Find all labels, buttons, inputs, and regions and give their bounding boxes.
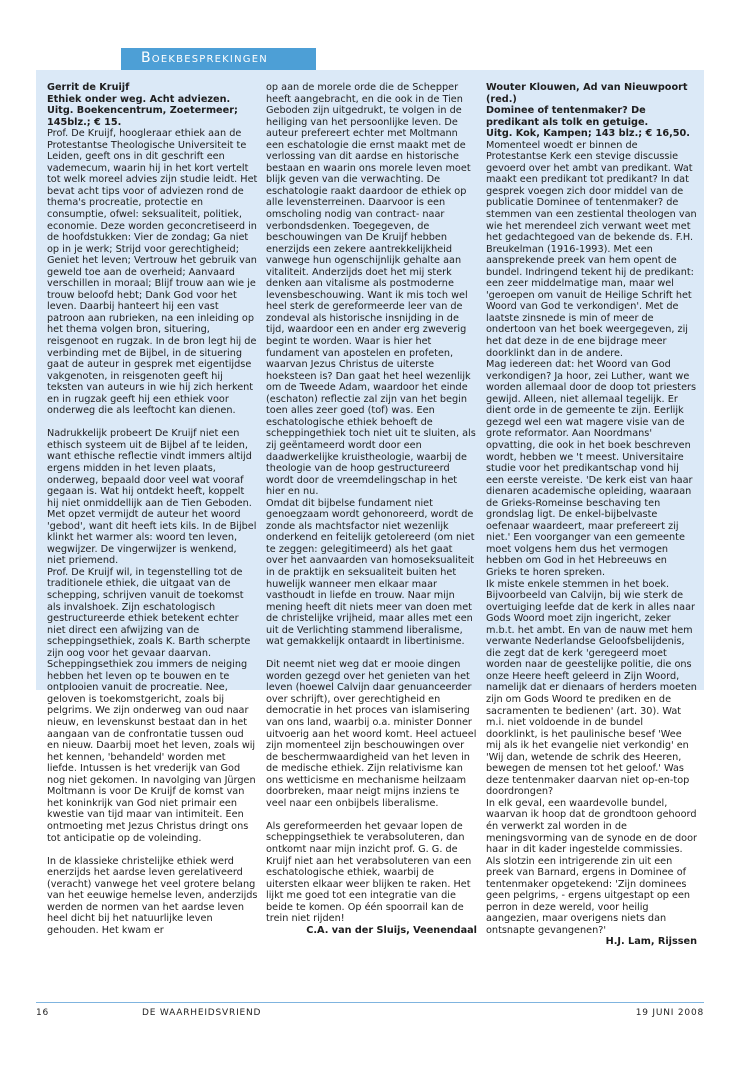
page-number: 16 — [36, 1008, 50, 1018]
column-2 — [266, 82, 477, 936]
paragraph: Als gereformeerden het gevaar lopen de scheppingsethiek te verabsoluteren, dan ontkomt naar mijn inzicht prof. G. G. de Kruijf niet aan het verabsoluteren van een eschatologische ethiek, waarbij de uitersten elkaar weer blijken te raken. Het lijkt me goed tot een integratie van die beide te komen. Op één spoorrail kan de trein niet rijden! — [266, 820, 472, 925]
paragraph: Als slotzin een intrigerende zin uit een preek van Barnard, ergens in Dominee of tentenmaker opgetekend: 'Zijn dominees geen pelgrims, - ergens uitgestapt op een perron in deze wereld, voor heilig aangezien, maar overigens niets dan ontsnapte gevangenen?' — [486, 855, 691, 936]
column-1 — [47, 82, 258, 936]
issue-date: 19 JUNI 2008 — [635, 1008, 704, 1018]
paragraph: Prof. De Kruijf wil, in tegenstelling tot de traditionele ethiek, die uitgaat van de schepping, schrijven vanuit de toekomst als invalshoek. Zijn eschatologisch gestructureerde ethiek betekent echter niet direct een afwijzing van de scheppingsethiek, zoals K. Barth scherpte zijn oog voor het gevaar daarvan. Scheppingsethiek zou immers de neiging hebben het leven op te bouwen en te ontplooien vanuit de procreatie. Nee, geloven is toekomstgericht, zoals bij pelgrims. We zijn onderweg van oud naar nieuw, en levenskunst bestaat dan in het aangaan van de confrontatie tussen oud en nieuw. Daarbij moet het leven, zoals wij het kennen, 'behandeld' worden met liefde. Intussen is het vrederijk van God nog niet gekomen. In navolging van Jürgen Moltmann is voor De Kruijf de komst van het koninkrijk van God niet primair een kwestie van tijd maar van intimiteit. Een ontmoeting met Jezus Christus dringt ons tot anticipatie op de voleinding. — [47, 566, 256, 844]
paragraph: Omdat dit bijbelse fundament niet genoegzaam wordt gehonoreerd, wordt de zonde als machtsfactor niet wezenlijk onderkend en feitelijk getolereerd (om niet te zeggen: gelegitimeerd) als het gaat over het aanvaarden van homoseksualiteit in de praktijk en seksualiteit buiten het huwelijk wanneer men elkaar maar vasthoudt in liefde en trouw. Naar mijn mening heeft dit niets meer van doen met de christelijke vrijheid, maar alles met een uit de Verlichting stammend liberalisme, wat gemakkelijk ontaardt in libertinisme. — [266, 497, 475, 648]
paragraph: op aan de morele orde die de Schepper heeft aangebracht, en die ook in de Tien Geboden zijn uitgedrukt, te volgen in de heiliging van het persoonlijke leven. De auteur prefereert echter met Moltmann een eschatologie die ernst maakt met de verlossing van dit aardse en historische bestaan en waarin ons morele leven moet blijk geven van die verwachting. De eschatologie raakt daardoor de ethiek op alle levensterreinen. Daarvoor is een omscholing nodig van contract- naar verbondsdenken. Toegegeven, de beschouwingen van De Kruijf hebben enerzijds een zekere aantrekkelijkheid vanwege hun ogenschijnlijk gehalte aan vitaliteit. Anderzijds doet het mij sterk denken aan vitalisme als postmoderne levensbeschouwing. Want ik mis toch wel heel sterk de gereformeerde leer van de zondeval als historische insnijding in de tijd, waardoor een en ander erg zweverig begint te worden. Waar is hier het fundament van apostelen en profeten, waarvan Jezus Christus de uiterste hoeksteen is? Dan gaat het heel wezenlijk om de Tweede Adam, waardoor het einde (eschaton) reflectie zal zijn van het begin toen alles zeer goed (tof) was. Een eschatologische ethiek behoeft de scheppingethiek toch niet uit te sluiten, als zij geëntameerd wordt door een daadwerkelijke kruistheologie, waarbij de theologie van de hoop gestructureerd wordt door de vreemdelingschap in het hier en nu. — [266, 82, 476, 498]
magazine-name: DE WAARHEIDSVRIEND — [142, 1008, 262, 1018]
paragraph: Momenteel woedt er binnen de Protestantse Kerk een stevige discussie gevoerd over het ambt van predikant. Wat maakt een predikant tot predikant? In dat gesprek voegen zich door middel van de publicatie Dominee of tentenmaker? de stemmen van een zestiental theologen van wie het merendeel zich verwant weet met het gedachtegoed van de bekende ds. F.H. Breukelman (1916-1993). Met een aansprekende preek van hem opent de bundel. Indringend tekent hij de predikant: een zeer middelmatige man, maar wel 'geroepen om vanuit de Heilige Schrift het Woord van God te verkondigen'. Met de laatste zinsnede is min of meer de ondertoon van het boek weergegeven, zij het dat deze in de ene bijdrage meer doorklinkt dan in de andere. — [486, 139, 697, 359]
footer-divider — [36, 1002, 704, 1003]
paragraph: In elk geval, een waardevolle bundel, waarvan ik hoop dat de grondtoon gehoord én verwerkt zal worden in de meningsvorming van de synode en de door haar in dit kader ingestelde commissies. — [486, 797, 698, 856]
review-publisher: Uitg. Boekencentrum, Zoetermeer; 145blz.; € 15. — [47, 105, 238, 128]
paragraph: Mag iedereen dat: het Woord van God verkondigen? Ja hoor, zei Luther, want we worden allemaal door de doop tot priesters gewijd. Alleen, niet allemaal tegelijk. Er dient orde in de gemeente te zijn. Eerlijk gezegd wel een wat magere visie van de grote reformator. Aan Noordmans' opvatting, die ook in het boek beschreven wordt, hebben we 't meest. Universitaire studie voor het predikantschap vond hij een eerste vereiste. 'De kerk eist van haar dienaren academische opleiding, waaraan de Grieks-Romeinse beschaving ten grondslag ligt. De enkel-bijbelvaste oefenaar waardeert, maar prefereert zij niet.' Een voorganger van een gemeente moet volgens hem dus het vermogen hebben om God in het Hebreeuws en Grieks te horen spreken. — [486, 359, 697, 578]
review-publisher: Uitg. Kok, Kampen; 143 blz.; € 16,50. — [486, 128, 690, 140]
paragraph: Prof. De Kruijf, hoogleraar ethiek aan de Protestantse Theologische Universiteit te Leiden, geeft ons in dit geschrift een vademecum, waarin hij in het kort vertelt tot welk moreel advies zijn studie leidt. Het bevat acht tips voor of adviezen rond de thema's procreatie, protectie en consumptie, ofwel: seksualiteit, politiek, economie. Deze worden geconcretiseerd in de hoofdstukken: Vier de zondag; Ga niet op in je werk; Strijd voor gerechtigheid; Geniet het leven; Vertrouw het gebruik van geweld toe aan de overheid; Aanvaard verschillen in moraal; Blijf trouw aan wie je trouw beloofd hebt; Dank God voor het leven. Daarbij hanteert hij een vast patroon aan rubrieken, na een inleiding op het thema volgen bron, situering, reisgenoot en rugzak. In de bron legt hij de verbinding met de Bijbel, in de situering gaat de auteur in gesprek met eigentijdse vakgenoten, in reisgenoten geeft hij teksten van auteurs in wie hij zich herkent en in rugzak geeft hij een ethiek voor onderweg die als leeftocht kan dienen. — [47, 128, 258, 417]
section-title: Boekbesprekingen — [141, 50, 268, 66]
paragraph: Dit neemt niet weg dat er mooie dingen worden gezegd over het genieten van het leven (hoewel Calvijn daar genuanceerder over schrijft), over gerechtigheid en democratie in het proces van islamisering van ons land, waarbij o.a. minister Donner uitvoerig aan het woord komt. Heel actueel zijn momenteel zijn beschouwingen over de beschermwaardigheid van het leven in de medische ethiek. Zijn relativisme kan ons wetticisme en mechanisme heilzaam doorbreken, maar neigt mijns inziens te veel naar een onbijbels liberalisme. — [266, 659, 477, 809]
column-3 — [486, 82, 697, 948]
paragraph: Ik miste enkele stemmen in het boek. Bijvoorbeeld van Calvijn, bij wie sterk de overtuiging leefde dat de kerk in alles naar Gods Woord moet zijn ingericht, zeker m.b.t. het ambt. En van de nauw met hem verwante Nederlandse Geloofsbelijdenis, die zegt dat de kerk 'geregeerd moet worden naar de geestelijke politie, die ons onze Heere heeft geleerd in Zijn Woord, namelijk dat er dienaars of herders moeten zijn om Gods Woord te prediken en de sacramenten te bedienen' (art. 30). Wat m.i. niet voldoende in de bundel doorklinkt, is het paulinische besef 'Wee mij als ik het evangelie niet verkondig' en 'Wij dan, wetende de schrik des Heeren, bewegen de mensen tot het geloof.' Was deze tentenmaker daarvan niet op-en-top doordrongen? — [486, 578, 697, 798]
reviewer-signature: H.J. Lam, Rijssen — [605, 936, 697, 948]
section-header — [121, 48, 316, 70]
paragraph: In de klassieke christelijke ethiek werd enerzijds het aardse leven gerelativeerd (veracht) vanwege het veel grotere belang van het eeuwige hemelse leven, anderzijds werden de normen van het aardse leven heel dicht bij het natuurlijke leven gehouden. Het kwam er — [47, 855, 258, 936]
review-title: Dominee of tentenmaker? De predikant als tolk en getuige. — [486, 105, 649, 128]
review-author: Wouter Klouwen, Ad van Nieuwpoort (red.) — [486, 82, 688, 105]
review-author: Gerrit de Kruijf — [47, 82, 130, 93]
review-title: Ethiek onder weg. Acht adviezen. — [47, 93, 231, 105]
paragraph: Nadrukkelijk probeert De Kruijf niet een ethisch systeem uit de Bijbel af te leiden, want ethische reflectie vindt immers altijd ergens midden in het leven plaats, onderweg, bepaald door veel wat vooraf gegaan is. Wat hij ontdekt heeft, koppelt hij niet onmiddellijk aan de Tien Geboden. Met opzet vermijdt de auteur het woord 'gebod', want dit heeft iets kils. In de Bijbel klinkt het warmer als: woord ten leven, wegwijzer. De vingerwijzer is wenkend, niet priemend. — [47, 428, 257, 567]
reviewer-signature: C.A. van der Sluijs, Veenendaal — [306, 924, 477, 936]
